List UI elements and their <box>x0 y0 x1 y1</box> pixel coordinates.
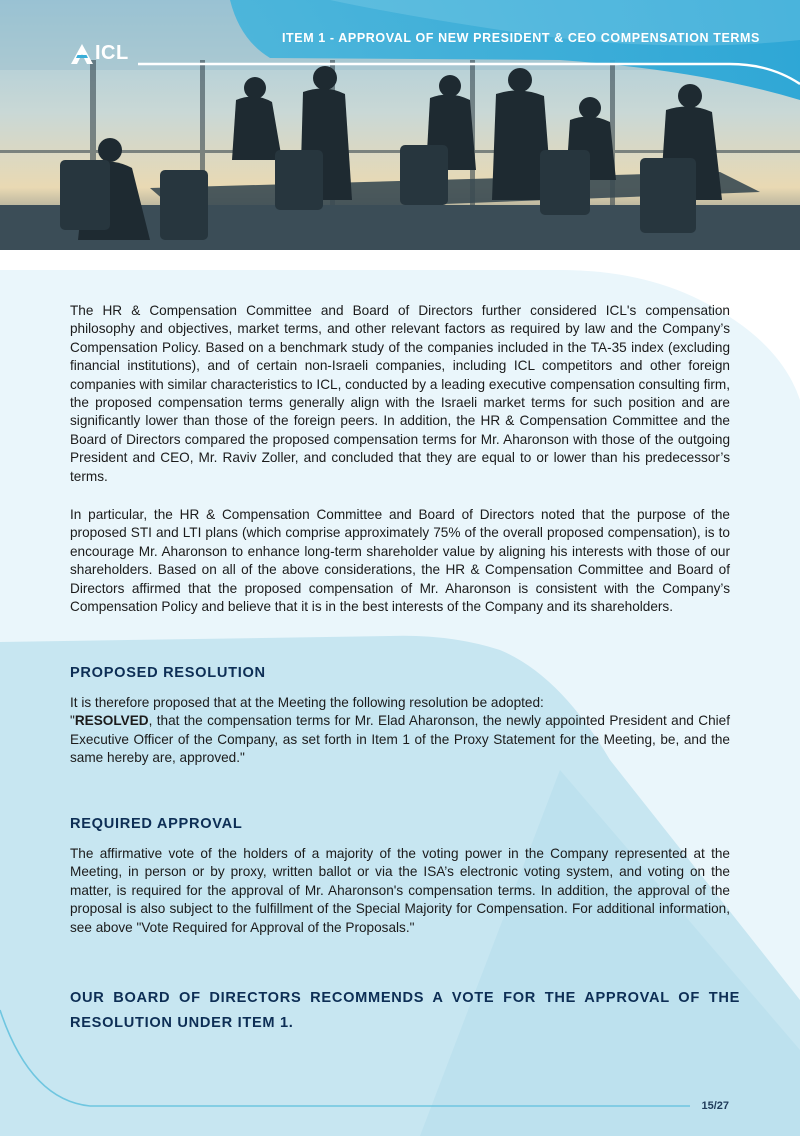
resolution-rest: , that the compensation terms for Mr. Elad Aharonson, the newly appointed President and Chief Executive Officer of the Company, as set forth in Item 1 of the Proxy Statement for the Meeting, be, and the same hereby are, approved." <box>70 713 730 766</box>
icl-logo-mark-icon <box>70 43 94 65</box>
resolution-intro: It is therefore proposed that at the Meeting the following resolution be adopted: <box>70 695 544 710</box>
paragraph-2-text: In particular, the HR & Compensation Committee and Board of Directors noted that the purpose of the proposed STI and LTI plans (which comprise approximately 75% of the overall proposed compensation), is to encourage Mr. Aharonson to enhance long-term shareholder value by aligning his interests with those of our shareholders. Based on all of the above considerations, the HR & Compensation Committee and Board of Directors affirmed that the proposed compensation of Mr. Aharonson is consistent with the Company’s Compensation Policy and believe that it is in the best interests of the Company and its shareholders. <box>70 507 730 615</box>
proposed-resolution-heading: PROPOSED RESOLUTION <box>70 665 266 681</box>
resolution-text <box>70 712 730 767</box>
paragraph-2 <box>70 506 730 616</box>
required-approval-body <box>70 845 730 937</box>
required-approval-heading: REQUIRED APPROVAL <box>70 816 243 832</box>
resolved-word: RESOLVED <box>74 713 149 729</box>
required-approval-text: The affirmative vote of the holders of a majority of the voting power in the Company represented at the Meeting, in person or by proxy, written ballot or via the ISA’s electronic voting system, and voting on the matter, is required for the approval of Mr. Aharonson's compensation terms. In addition, the approval of the proposal is also subject to the fulfillment of the Special Majority for Compensation. For additional information, see above "Vote Required for Approval of the Proposals." <box>70 846 730 935</box>
board-recommendation: OUR BOARD OF DIRECTORS RECOMMENDS A VOTE FOR THE APPROVAL OF THE RESOLUTION UNDER ITEM 1. <box>70 990 740 1031</box>
logo-text: ICL <box>95 42 129 64</box>
paragraph-1-text: The HR & Compensation Committee and Board of Directors further considered ICL's compensation philosophy and objectives, market terms, and other relevant factors as required by law and the Company’s Compensation Policy. Based on a benchmark study of the companies included in the TA-35 index (excluding financial institutions), and of certain non-Israeli companies, including ICL competitors and other foreign companies with similar characteristics to ICL, conducted by a leading executive compensation consulting firm, the proposed compensation terms generally align with the Israeli market terms for such position and are significantly lower than those of the foreign peers. In addition, the HR & Compensation Committee and the Board of Directors compared the proposed compensation terms for Mr. Aharonson with those of the outgoing President and CEO, Mr. Raviv Zoller, and concluded that they are equal to or lower than his predecessor’s terms. <box>70 303 730 484</box>
icl-logo <box>70 42 129 65</box>
page-number: 15/27 <box>701 1100 729 1112</box>
item-title: ITEM 1 - APPROVAL OF NEW PRESIDENT & CEO COMPENSATION TERMS <box>281 31 760 45</box>
open-quote: " <box>70 713 75 729</box>
paragraph-1 <box>70 302 730 486</box>
proposed-resolution-body <box>70 694 730 768</box>
